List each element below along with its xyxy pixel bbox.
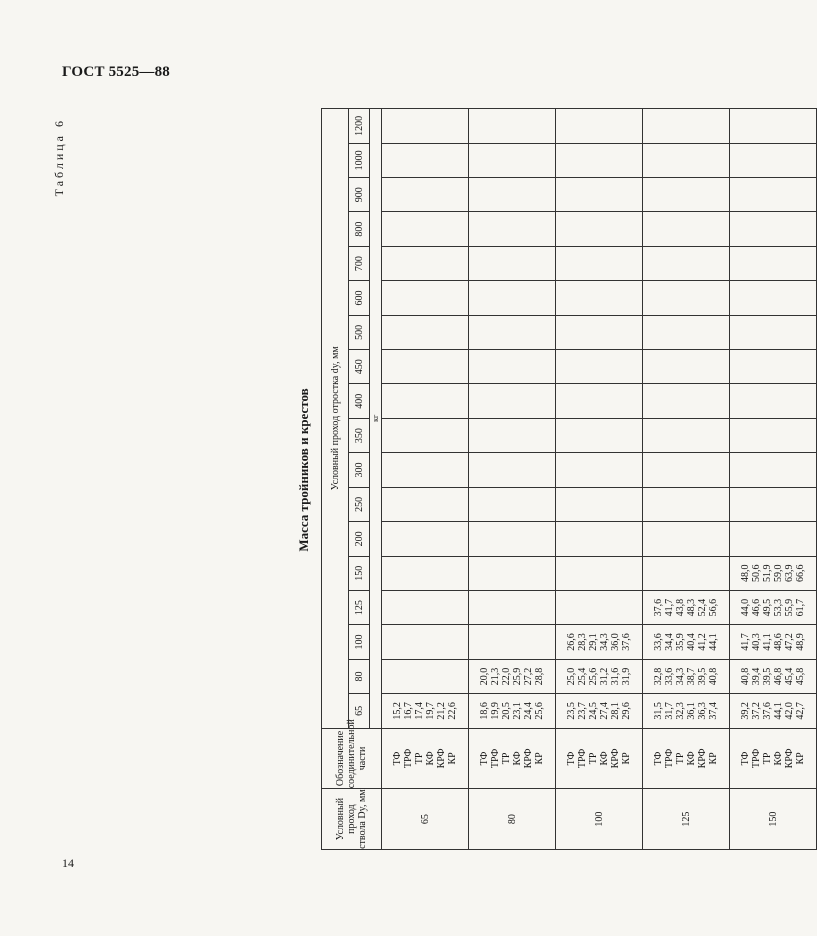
mass-cell <box>382 246 469 280</box>
mass-cell <box>643 281 730 315</box>
mass-cell <box>382 350 469 384</box>
mass-cell <box>382 281 469 315</box>
mass-cell <box>382 109 469 144</box>
mass-cell <box>730 453 817 487</box>
rotated-table-area <box>50 90 806 850</box>
mass-cell: 20,0 21,3 22,0 25,9 27,2 28,8 <box>469 659 556 693</box>
branch-size-900: 900 <box>349 178 370 212</box>
mass-cell <box>382 625 469 659</box>
branch-size-700: 700 <box>349 246 370 280</box>
mass-cell <box>382 315 469 349</box>
mass-cell <box>382 178 469 212</box>
mass-cell <box>643 143 730 177</box>
mass-cell <box>469 281 556 315</box>
mass-cell <box>643 212 730 246</box>
mass-cell <box>556 556 643 590</box>
mass-cell <box>469 625 556 659</box>
mass-cell <box>643 315 730 349</box>
mass-table <box>321 108 817 850</box>
mass-cell <box>730 350 817 384</box>
branch-size-800: 800 <box>349 212 370 246</box>
mass-cell <box>382 522 469 556</box>
mass-cell: 41,7 40,3 41,1 48,6 47,2 48,9 <box>730 625 817 659</box>
table-title: Масса тройников и крестов <box>296 388 311 552</box>
stem-size-cell: 65 <box>382 789 469 850</box>
type-list-cell: ТФ ТРФ ТР КФ КРФ КР <box>730 728 817 789</box>
mass-cell <box>643 384 730 418</box>
branch-size-300: 300 <box>349 453 370 487</box>
branch-size-600: 600 <box>349 281 370 315</box>
mass-cell <box>469 212 556 246</box>
mass-cell <box>469 384 556 418</box>
table-row <box>469 109 556 850</box>
mass-cell <box>556 109 643 144</box>
mass-cell <box>382 418 469 452</box>
table-row <box>382 109 469 850</box>
table-row <box>730 109 817 850</box>
mass-cell <box>643 418 730 452</box>
page-number: 14 <box>62 856 74 870</box>
mass-cell: 39,2 37,2 37,6 44,1 42,0 42,7 <box>730 694 817 728</box>
branch-size-500: 500 <box>349 315 370 349</box>
unit-label: кг <box>370 109 382 729</box>
table-number: Таблица 6 <box>52 118 66 197</box>
mass-cell <box>730 109 817 144</box>
mass-cell <box>382 212 469 246</box>
branch-size-250: 250 <box>349 487 370 521</box>
mass-cell: 15,2 16,7 17,4 19,7 21,2 22,6 <box>382 694 469 728</box>
mass-cell <box>469 522 556 556</box>
mass-cell <box>556 350 643 384</box>
mass-cell: 31,5 31,7 32,3 36,1 36,3 37,4 <box>643 694 730 728</box>
mass-cell <box>469 350 556 384</box>
mass-cell <box>556 522 643 556</box>
mass-cell <box>382 590 469 624</box>
type-list-cell: ТФ ТРФ ТР КФ КРФ КР <box>556 728 643 789</box>
mass-cell <box>730 487 817 521</box>
mass-cell <box>556 590 643 624</box>
table-body <box>382 109 817 850</box>
mass-cell <box>469 556 556 590</box>
mass-cell <box>556 384 643 418</box>
mass-cell: 48,0 50,6 51,9 59,0 63,9 66,6 <box>730 556 817 590</box>
branch-size-100: 100 <box>349 625 370 659</box>
stem-size-cell: 125 <box>643 789 730 850</box>
mass-cell <box>556 178 643 212</box>
mass-cell <box>382 143 469 177</box>
stem-size-cell: 80 <box>469 789 556 850</box>
mass-cell: 44,0 46,6 49,5 53,3 55,9 61,7 <box>730 590 817 624</box>
type-header: Обозначение соединительной части <box>322 728 382 789</box>
mass-cell <box>643 246 730 280</box>
mass-cell: 40,8 39,4 39,5 46,8 45,4 45,8 <box>730 659 817 693</box>
mass-cell <box>469 315 556 349</box>
mass-cell <box>643 453 730 487</box>
branch-size-125: 125 <box>349 590 370 624</box>
mass-cell <box>643 178 730 212</box>
branch-size-1200: 1200 <box>349 109 370 144</box>
mass-cell <box>556 453 643 487</box>
mass-cell <box>556 315 643 349</box>
mass-cell <box>643 487 730 521</box>
table-row <box>556 109 643 850</box>
stem-size-cell: 100 <box>556 789 643 850</box>
stem-header: Условный проход ствола Dy, мм <box>322 789 382 850</box>
mass-cell: 18,6 19,9 20,5 23,1 24,4 25,6 <box>469 694 556 728</box>
mass-cell: 26,6 28,3 29,1 34,3 36,0 37,6 <box>556 625 643 659</box>
mass-cell: 23,5 23,7 24,5 27,4 28,1 29,6 <box>556 694 643 728</box>
branch-size-80: 80 <box>349 659 370 693</box>
mass-cell <box>730 384 817 418</box>
mass-cell <box>730 143 817 177</box>
mass-cell <box>730 522 817 556</box>
mass-cell <box>556 143 643 177</box>
mass-cell <box>469 143 556 177</box>
mass-cell <box>643 556 730 590</box>
mass-cell <box>730 178 817 212</box>
type-list-cell: ТФ ТРФ ТР КФ КРФ КР <box>382 728 469 789</box>
mass-cell <box>730 212 817 246</box>
branch-size-200: 200 <box>349 522 370 556</box>
document-header: ГОСТ 5525—88 <box>62 64 171 80</box>
mass-cell <box>382 384 469 418</box>
branch-size-150: 150 <box>349 556 370 590</box>
mass-cell: 33,6 34,4 35,9 40,4 41,2 44,1 <box>643 625 730 659</box>
mass-cell <box>730 246 817 280</box>
mass-cell <box>643 522 730 556</box>
branch-header: Условный проход отростка dy, мм <box>322 109 349 729</box>
type-list-cell: ТФ ТРФ ТР КФ КРФ КР <box>643 728 730 789</box>
branch-size-350: 350 <box>349 418 370 452</box>
mass-cell <box>730 418 817 452</box>
mass-cell: 37,6 41,7 43,8 48,3 52,4 56,6 <box>643 590 730 624</box>
mass-cell <box>469 590 556 624</box>
mass-cell <box>469 109 556 144</box>
mass-cell <box>556 246 643 280</box>
mass-cell <box>469 453 556 487</box>
table-row <box>643 109 730 850</box>
mass-cell <box>556 487 643 521</box>
mass-cell: 25,0 25,4 25,6 31,2 31,6 31,9 <box>556 659 643 693</box>
mass-cell <box>556 281 643 315</box>
branch-size-1000: 1000 <box>349 143 370 177</box>
type-list-cell: ТФ ТРФ ТР КФ КРФ КР <box>469 728 556 789</box>
mass-cell <box>382 659 469 693</box>
branch-size-450: 450 <box>349 350 370 384</box>
mass-cell <box>469 246 556 280</box>
mass-cell <box>643 109 730 144</box>
mass-cell <box>469 487 556 521</box>
mass-cell <box>556 212 643 246</box>
mass-cell <box>382 556 469 590</box>
mass-cell <box>556 418 643 452</box>
branch-size-400: 400 <box>349 384 370 418</box>
mass-cell <box>730 315 817 349</box>
mass-cell <box>730 281 817 315</box>
mass-cell <box>469 178 556 212</box>
mass-cell <box>469 418 556 452</box>
mass-cell: 32,8 33,6 34,3 38,7 39,5 40,8 <box>643 659 730 693</box>
mass-cell <box>382 453 469 487</box>
mass-cell <box>643 350 730 384</box>
mass-cell <box>382 487 469 521</box>
stem-size-cell: 150 <box>730 789 817 850</box>
branch-size-65: 65 <box>349 694 370 728</box>
